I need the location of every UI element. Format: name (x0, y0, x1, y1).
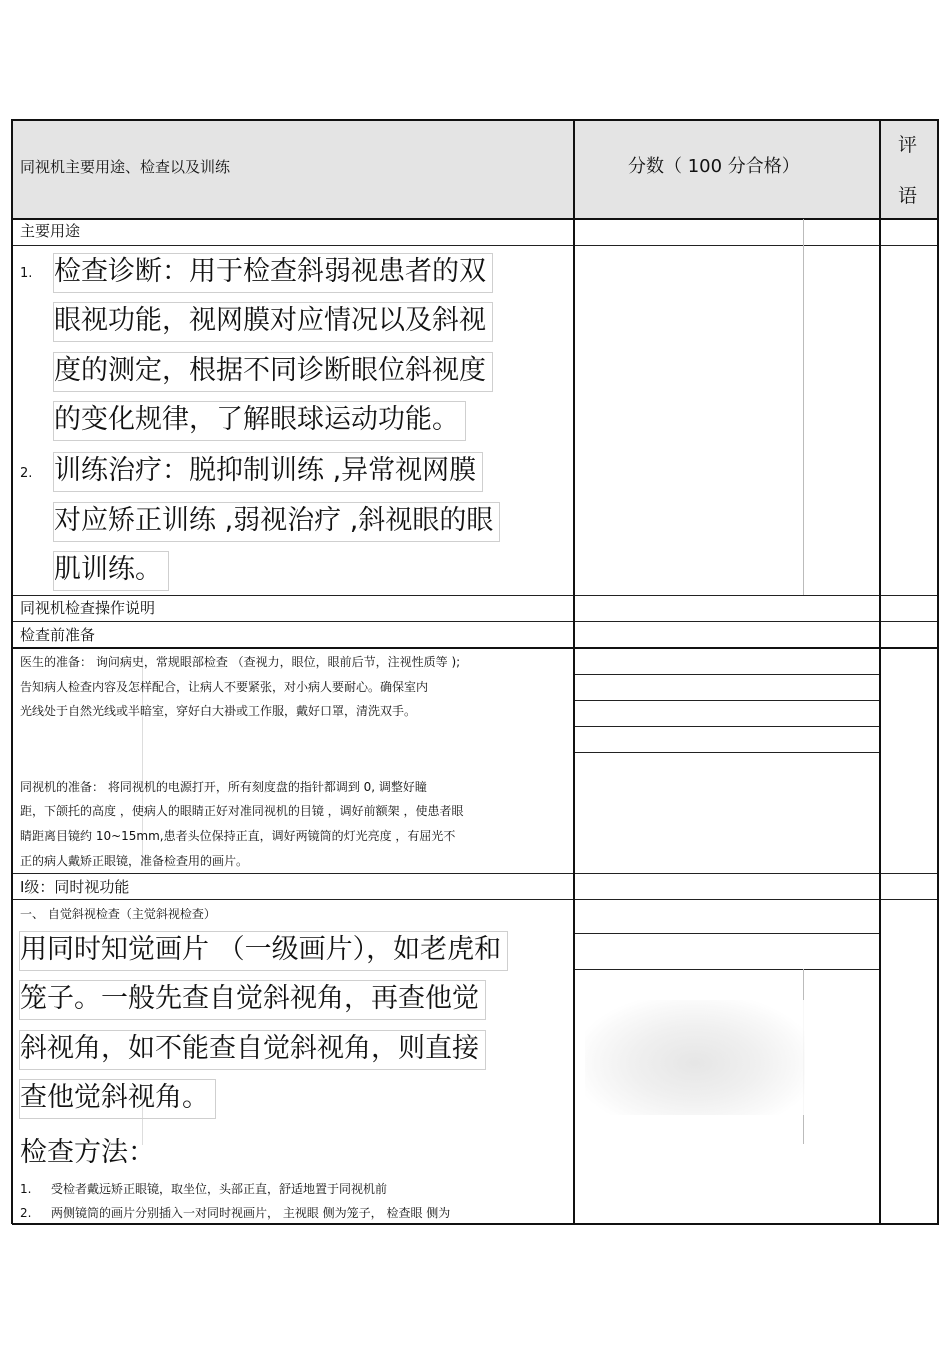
divider (574, 726, 879, 727)
list-number: 2. (20, 1206, 32, 1220)
paragraph-line: 斜视角，如不能查自觉斜视角，则直接 (19, 1030, 486, 1070)
divider (11, 119, 13, 1224)
list-item-line: 检查诊断：用于检查斜弱视患者的双 (53, 253, 493, 293)
faded-scan-mark (585, 1000, 805, 1115)
section-title-uses: 主要用途 (20, 222, 81, 240)
paragraph-line: 睛距离目镜约 10~15mm,患者头位保持正直，调好两镜筒的灯光亮度 ，有屈光不 (20, 829, 456, 843)
paragraph-line: 光线处于自然光线或半暗室，穿好白大褂或工作服，戴好口罩，清洗双手。 (20, 704, 417, 718)
section-title-level1: Ⅰ级：同时视功能 (20, 878, 130, 896)
divider (937, 119, 939, 1224)
divider (12, 1223, 939, 1225)
list-item-line: 训练治疗：脱抑制训练 ,异常视网膜 (53, 452, 483, 492)
divider (12, 647, 939, 649)
header-comment-1: 评 (898, 134, 918, 156)
divider (573, 119, 575, 1224)
list-item-line: 对应矫正训练 ,弱视治疗 ,斜视眼的眼 (53, 502, 500, 542)
divider (12, 899, 939, 900)
header-comment-2: 语 (898, 185, 918, 207)
header-score: 分数（ 100 分合格） (628, 156, 800, 177)
divider (12, 595, 939, 596)
sub-title: 一、 自觉斜视检查（主觉斜视检查） (20, 907, 216, 921)
list-item-line: 眼视功能，视网膜对应情况以及斜视 (53, 302, 493, 342)
list-number: 1. (20, 1182, 32, 1196)
section-title-prep: 检查前准备 (20, 626, 96, 644)
divider (12, 218, 939, 220)
divider (574, 700, 879, 701)
paragraph-line: 同视机的准备： 将同视机的电源打开，所有刻度盘的指针都调到 0, 调整好瞳 (20, 780, 427, 794)
method-title: 检查方法： (20, 1137, 155, 1168)
paragraph-line: 告知病人检查内容及怎样配合，让病人不要紧张，对小病人要耐心。确保室内 (20, 680, 429, 694)
paragraph-line: 用同时知觉画片 （一级画片），如老虎和 (19, 931, 508, 971)
divider (803, 219, 804, 595)
list-number: 2. (20, 466, 33, 481)
section-title-operation: 同视机检查操作说明 (20, 599, 156, 617)
divider (12, 621, 939, 622)
list-item: 受检者戴远矫正眼镜，取坐位，头部正直，舒适地置于同视机前 (51, 1182, 388, 1196)
divider (879, 119, 881, 1224)
paragraph-line: 医生的准备： 询问病史，常规眼部检查 （查视力，眼位，眼前后节，注视性质等 ); (20, 655, 461, 669)
list-item-line: 度的测定，根据不同诊断眼位斜视度 (53, 352, 493, 392)
divider (574, 752, 879, 753)
list-item-line: 肌训练。 (53, 551, 169, 591)
divider (12, 873, 939, 874)
paragraph-line: 正的病人戴矫正眼镜，准备检查用的画片。 (20, 854, 249, 868)
divider (574, 674, 879, 675)
divider (12, 119, 939, 121)
header-title: 同视机主要用途、检查以及训练 (20, 158, 231, 176)
divider (574, 933, 879, 934)
paragraph-line: 距，下颌托的高度 ，使病人的眼睛正好对准同视机的目镜 ，调好前额架 ，使患者眼 (20, 804, 464, 818)
paragraph-line: 查他觉斜视角。 (19, 1079, 216, 1119)
list-number: 1. (20, 266, 33, 281)
divider (574, 969, 879, 970)
divider (12, 245, 939, 246)
paragraph-line: 笼子。一般先查自觉斜视角，再查他觉 (19, 980, 486, 1020)
list-item: 两侧镜筒的画片分别插入一对同时视画片， 主视眼 侧为笼子， 检查眼 侧为 (51, 1206, 451, 1220)
list-item-line: 的变化规律，了解眼球运动功能。 (53, 401, 466, 441)
